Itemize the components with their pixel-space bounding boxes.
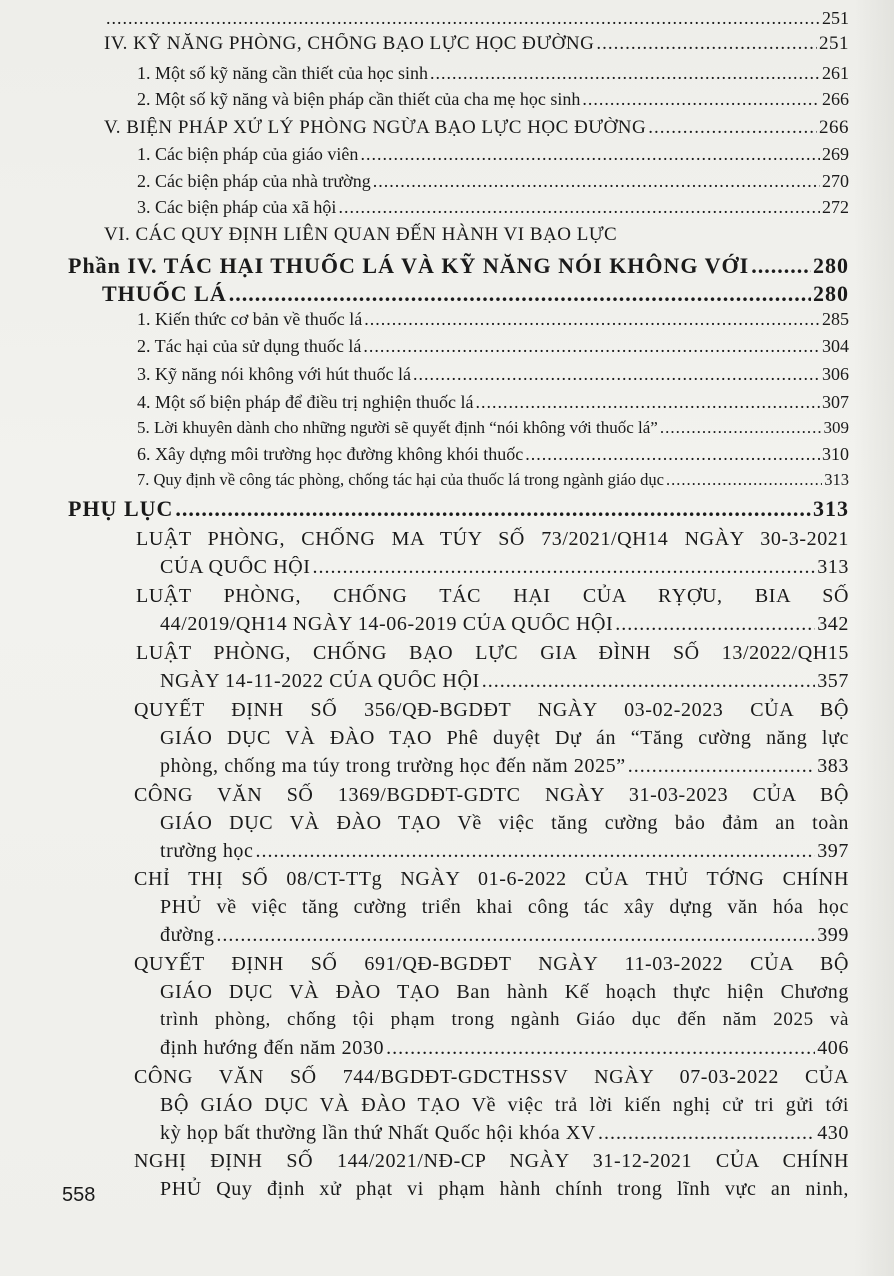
toc-part-entry — [68, 496, 849, 522]
toc-entry-page: 251 — [822, 8, 849, 28]
appendix-entry — [160, 556, 849, 579]
toc-entry-title: 2. Một số kỹ năng và biện pháp cần thiết của cha mẹ học sinh — [137, 89, 581, 109]
appendix-entry — [160, 840, 849, 863]
appendix-entry-line: LUẬT PHÒNG, CHỐNG BẠO LỰC GIA ĐÌNH SỐ 13/2022/QH15 — [136, 642, 849, 664]
dot-leader — [482, 670, 815, 693]
toc-entry-title: 2. Tác hại của sử dụng thuốc lá — [137, 336, 362, 356]
dot-leader — [313, 556, 816, 579]
toc-entry-page: 266 — [819, 117, 849, 138]
appendix-entry-line: CÔNG VĂN SỐ 744/BGDĐT-GDCTHSSV NGÀY 07-03-2022 CỦA — [134, 1066, 849, 1088]
toc-part-entry — [102, 281, 849, 307]
toc-entry — [137, 444, 849, 465]
toc-entry — [137, 197, 849, 218]
toc-entry-title: kỳ họp bất thường lần thứ Nhất Quốc hội khóa XV — [160, 1122, 596, 1144]
dot-leader — [413, 364, 820, 385]
dot-leader — [106, 8, 820, 29]
toc-entry-title: CỦA QUỐC HỘI — [160, 556, 311, 578]
toc-entry-page: 266 — [822, 89, 849, 109]
appendix-entry-line: GIÁO DỤC VÀ ĐÀO TẠO Về việc tăng cường bảo đảm an toàn — [160, 812, 849, 834]
appendix-entry — [160, 924, 849, 947]
appendix-entry — [160, 613, 849, 636]
toc-entry-title: định hướng đến năm 2030 — [160, 1037, 385, 1059]
toc-entry-page: 406 — [817, 1037, 849, 1059]
toc-entry — [104, 33, 849, 55]
toc-entry-title: THUỐC LÁ — [102, 281, 227, 306]
appendix-entry-line: GIÁO DỤC VÀ ĐÀO TẠO Phê duyệt Dự án “Tăng cường năng lực — [160, 727, 849, 749]
dot-leader — [430, 63, 820, 84]
appendix-entry-line: CHỈ THỊ SỐ 08/CT-TTg NGÀY 01-6-2022 CỦA THỦ TỚNG CHÍNH — [134, 868, 849, 890]
toc-entry — [137, 63, 849, 84]
dot-leader — [363, 336, 820, 357]
toc-entry — [137, 144, 849, 165]
page-edge-shadow — [854, 0, 894, 1276]
toc-entry-page: 313 — [817, 556, 849, 578]
toc-entry — [137, 418, 849, 438]
dot-leader — [386, 1037, 815, 1060]
dot-leader — [628, 755, 815, 778]
toc-entry-title: trường học — [160, 840, 254, 862]
toc-entry — [104, 8, 849, 29]
page-number: 558 — [62, 1184, 96, 1206]
dot-leader — [475, 392, 820, 413]
toc-entry — [137, 470, 849, 490]
toc-part-entry — [68, 253, 849, 279]
toc-entry-title: PHỤ LỤC — [68, 496, 174, 521]
toc-entry-page: 383 — [817, 755, 849, 777]
dot-leader — [666, 470, 822, 490]
toc-entry-title: Phần IV. TÁC HẠI THUỐC LÁ VÀ KỸ NĂNG NÓI KHÔNG VỚI — [68, 253, 750, 278]
appendix-entry-line: PHỦ Quy định xử phạt vi phạm hành chính trong lĩnh vực an ninh, — [160, 1178, 849, 1200]
toc-entry-title: 1. Một số kỹ năng cần thiết của học sinh — [137, 63, 428, 83]
dot-leader — [216, 924, 815, 947]
toc-entry-page: 399 — [817, 924, 849, 946]
appendix-entry-line: CÔNG VĂN SỐ 1369/BGDĐT-GDTC NGÀY 31-03-2023 CỦA BỘ — [134, 784, 849, 806]
toc-entry-page: 313 — [824, 470, 849, 489]
dot-leader — [256, 840, 816, 863]
dot-leader — [525, 444, 820, 465]
appendix-entry-line: LUẬT PHÒNG, CHỐNG TÁC HẠI CỦA RỴỢU, BIA SỐ — [136, 585, 849, 607]
toc-entry — [137, 364, 849, 385]
toc-entry — [137, 392, 849, 413]
toc-entry — [137, 309, 849, 330]
toc-entry — [137, 336, 849, 357]
toc-entry-page: 285 — [822, 309, 849, 329]
toc-entry — [104, 117, 849, 139]
toc-entry-title: VI. CÁC QUY ĐỊNH LIÊN QUAN ĐẾN HÀNH VI BẠO LỰC — [104, 224, 618, 245]
appendix-entry — [160, 755, 849, 778]
toc-entry-title: 5. Lời khuyên dành cho những người sẽ quyết định “nói không với thuốc lá” — [137, 418, 658, 437]
toc-entry-page: 313 — [813, 496, 849, 521]
dot-leader — [360, 144, 820, 165]
dot-leader — [648, 117, 817, 139]
toc-entry-page: 280 — [813, 281, 849, 306]
dot-leader — [596, 33, 817, 55]
toc-entry-page: 306 — [822, 364, 849, 384]
appendix-entry-line: GIÁO DỤC VÀ ĐÀO TẠO Ban hành Kế hoạch thực hiện Chương — [160, 981, 849, 1003]
toc-entry-title: đường — [160, 924, 215, 946]
appendix-entry-line: trình phòng, chống tội phạm trong ngành Giáo dục đến năm 2025 và — [160, 1009, 849, 1030]
dot-leader — [373, 171, 820, 192]
appendix-entry — [160, 1122, 849, 1145]
toc-entry-title: phòng, chống ma túy trong trường học đến năm 2025” — [160, 755, 626, 777]
toc-entry-title: 2. Các biện pháp của nhà trường — [137, 171, 371, 191]
dot-leader — [660, 418, 822, 438]
toc-entry-page: 304 — [822, 336, 849, 356]
appendix-entry — [160, 670, 849, 693]
appendix-entry-line: QUYẾT ĐỊNH SỐ 691/QĐ-BGDĐT NGÀY 11-03-2022 CỦA BỘ — [134, 953, 849, 975]
toc-entry-page: 280 — [813, 253, 849, 278]
dot-leader — [229, 281, 811, 307]
dot-leader — [175, 496, 811, 522]
toc-entry-title: NGÀY 14-11-2022 CỦA QUỐC HỘI — [160, 670, 480, 692]
dot-leader — [615, 613, 815, 636]
appendix-entry-line: NGHỊ ĐỊNH SỐ 144/2021/NĐ-CP NGÀY 31-12-2021 CỦA CHÍNH — [134, 1150, 849, 1172]
toc-entry-page: 397 — [817, 840, 849, 862]
toc-entry-title: 44/2019/QH14 NGÀY 14-06-2019 CỦA QUỐC HỘI — [160, 613, 614, 635]
dot-leader — [598, 1122, 815, 1145]
dot-leader — [364, 309, 820, 330]
toc-entry-page: 309 — [823, 418, 849, 437]
appendix-entry — [160, 1037, 849, 1060]
toc-entry-page: 270 — [822, 171, 849, 191]
dot-leader — [338, 197, 820, 218]
toc-entry-title: 4. Một số biện pháp để điều trị nghiện thuốc lá — [137, 392, 474, 412]
toc-entry-title: 3. Các biện pháp của xã hội — [137, 197, 337, 217]
toc-entry-page: 430 — [817, 1122, 849, 1144]
appendix-entry-line: LUẬT PHÒNG, CHỐNG MA TÚY SỐ 73/2021/QH14 NGÀY 30-3-2021 — [136, 528, 849, 550]
toc-entry — [137, 171, 849, 192]
toc-entry-title: 3. Kỹ năng nói không với hút thuốc lá — [137, 364, 411, 384]
appendix-entry-line: QUYẾT ĐỊNH SỐ 356/QĐ-BGDĐT NGÀY 03-02-2023 CỦA BỘ — [134, 699, 849, 721]
toc-entry-title: 6. Xây dựng môi trường học đường không khói thuốc — [137, 444, 524, 464]
dot-leader — [582, 89, 820, 110]
toc-entry-page: 342 — [817, 613, 849, 635]
toc-entry-title: 1. Các biện pháp của giáo viên — [137, 144, 359, 164]
dot-leader — [751, 253, 811, 279]
toc-entry — [137, 89, 849, 110]
toc-entry-page: 251 — [819, 33, 849, 54]
toc-entry-title: IV. KỸ NĂNG PHÒNG, CHỐNG BẠO LỰC HỌC ĐƯỜNG — [104, 33, 595, 54]
toc-entry-page: 269 — [822, 144, 849, 164]
toc-entry-title: 1. Kiến thức cơ bản về thuốc lá — [137, 309, 363, 329]
toc-entry-page: 261 — [822, 63, 849, 83]
appendix-entry-line: PHỦ về việc tăng cường triển khai công tác xây dựng văn hóa học — [160, 896, 849, 918]
toc-entry-title: V. BIỆN PHÁP XỬ LÝ PHÒNG NGỪA BẠO LỰC HỌC ĐƯỜNG — [104, 117, 647, 138]
toc-entry-page: 310 — [822, 444, 849, 464]
appendix-entry-line: BỘ GIÁO DỤC VÀ ĐÀO TẠO Về việc trả lời kiến nghị cử tri gửi tới — [160, 1094, 849, 1116]
toc-entry-page: 272 — [822, 197, 849, 217]
toc-entry-page: 307 — [822, 392, 849, 412]
toc-entry-title: 7. Quy định về công tác phòng, chống tác hại của thuốc lá trong ngành giáo dục — [137, 470, 664, 489]
toc-entry-page: 357 — [817, 670, 849, 692]
